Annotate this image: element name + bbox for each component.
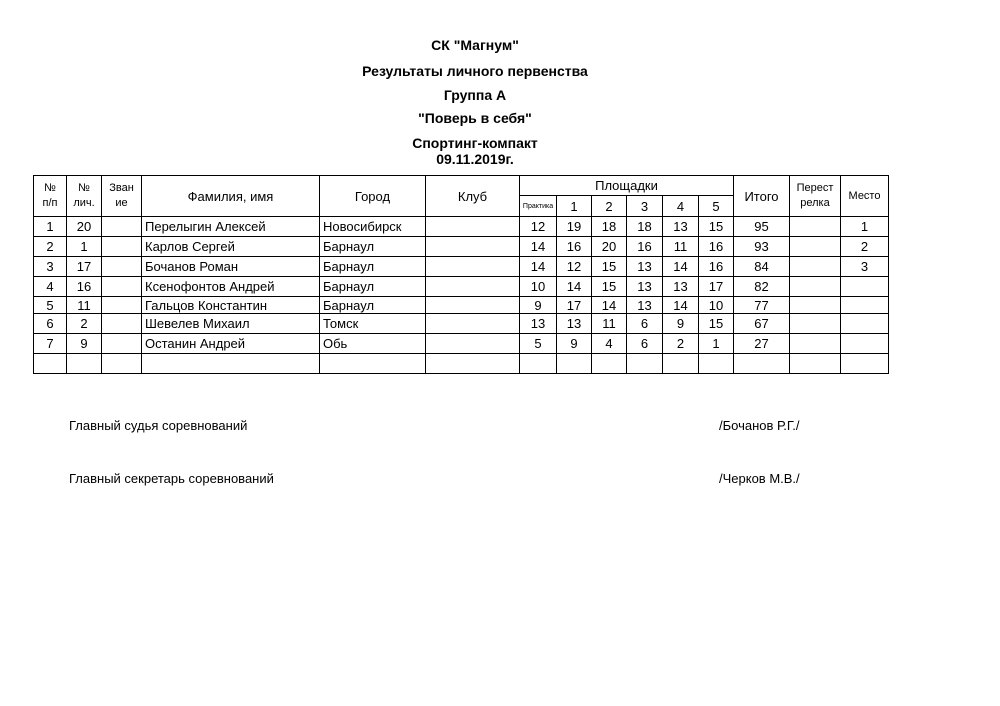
ground-3-score: 18 [627, 217, 663, 237]
club [426, 277, 520, 297]
col-rank-header: Зван ие [102, 176, 142, 217]
ground-1-score: 16 [557, 237, 592, 257]
shootoff [790, 217, 841, 237]
rank [102, 257, 142, 277]
ground-1-score: 14 [557, 277, 592, 297]
ground-5-score: 16 [699, 237, 734, 257]
license-number: 2 [67, 314, 102, 334]
club [426, 314, 520, 334]
practice-score: 13 [520, 314, 557, 334]
row-number: 5 [34, 297, 67, 314]
table-row [34, 237, 889, 257]
col-ground-3-header: 3 [627, 196, 663, 217]
table-row [34, 257, 889, 277]
ground-2-score: 4 [592, 334, 627, 354]
shootoff [790, 277, 841, 297]
license-number: 20 [67, 217, 102, 237]
participant-name [142, 354, 320, 374]
participant-name: Карлов Сергей [142, 237, 320, 257]
rank [102, 297, 142, 314]
table-row [34, 354, 889, 374]
table-row [34, 314, 889, 334]
city: Барнаул [320, 237, 426, 257]
col-ground-5-header: 5 [699, 196, 734, 217]
ground-5-score: 16 [699, 257, 734, 277]
total-score: 77 [734, 297, 790, 314]
participant-name: Перелыгин Алексей [142, 217, 320, 237]
ground-4-score: 14 [663, 297, 699, 314]
ground-3-score: 13 [627, 257, 663, 277]
ground-2-score: 15 [592, 277, 627, 297]
city: Барнаул [320, 297, 426, 314]
club [426, 354, 520, 374]
license-number: 9 [67, 334, 102, 354]
club [426, 237, 520, 257]
shootoff [790, 354, 841, 374]
practice-score: 14 [520, 237, 557, 257]
total-score: 82 [734, 277, 790, 297]
rank [102, 237, 142, 257]
total-score: 27 [734, 334, 790, 354]
ground-4-score: 13 [663, 277, 699, 297]
club [426, 257, 520, 277]
rank [102, 217, 142, 237]
ground-4-score: 11 [663, 237, 699, 257]
col-num-header: № п/п [34, 176, 67, 217]
header-group: Группа А [443, 87, 507, 103]
place: 3 [841, 257, 889, 277]
ground-1-score [557, 354, 592, 374]
club [426, 334, 520, 354]
ground-2-score: 11 [592, 314, 627, 334]
place: 2 [841, 237, 889, 257]
participant-name: Останин Андрей [142, 334, 320, 354]
ground-2-score: 14 [592, 297, 627, 314]
practice-score: 9 [520, 297, 557, 314]
header-date: 09.11.2019г. [436, 151, 514, 167]
ground-1-score: 17 [557, 297, 592, 314]
row-number: 3 [34, 257, 67, 277]
place [841, 334, 889, 354]
row-number: 1 [34, 217, 67, 237]
practice-score: 10 [520, 277, 557, 297]
col-ground-1-header: 1 [557, 196, 592, 217]
ground-4-score: 2 [663, 334, 699, 354]
total-score [734, 354, 790, 374]
ground-1-score: 9 [557, 334, 592, 354]
ground-3-score: 16 [627, 237, 663, 257]
header-tournament: "Поверь в себя" [418, 110, 532, 126]
col-practice-header: Практика [520, 196, 557, 217]
shootoff [790, 314, 841, 334]
ground-4-score: 13 [663, 217, 699, 237]
place [841, 314, 889, 334]
city: Барнаул [320, 277, 426, 297]
ground-5-score: 15 [699, 314, 734, 334]
shootoff [790, 257, 841, 277]
ground-5-score: 1 [699, 334, 734, 354]
results-table [33, 175, 889, 374]
city: Обь [320, 334, 426, 354]
col-place-header: Место [841, 176, 889, 217]
rank [102, 277, 142, 297]
practice-score: 12 [520, 217, 557, 237]
place [841, 354, 889, 374]
participant-name: Гальцов Константин [142, 297, 320, 314]
shootoff [790, 334, 841, 354]
participant-name: Шевелев Михаил [142, 314, 320, 334]
table-row [34, 277, 889, 297]
practice-score: 14 [520, 257, 557, 277]
ground-4-score: 14 [663, 257, 699, 277]
ground-4-score [663, 354, 699, 374]
ground-4-score: 9 [663, 314, 699, 334]
city: Барнаул [320, 257, 426, 277]
col-license-header: № лич. [67, 176, 102, 217]
row-number: 6 [34, 314, 67, 334]
judge-title: Главный судья соревнований [69, 418, 248, 433]
shootoff [790, 297, 841, 314]
row-number: 4 [34, 277, 67, 297]
practice-score: 5 [520, 334, 557, 354]
row-number [34, 354, 67, 374]
col-ground-2-header: 2 [592, 196, 627, 217]
ground-3-score: 6 [627, 314, 663, 334]
rank [102, 314, 142, 334]
row-number: 2 [34, 237, 67, 257]
place [841, 277, 889, 297]
shootoff [790, 237, 841, 257]
ground-2-score: 20 [592, 237, 627, 257]
place: 1 [841, 217, 889, 237]
participant-name: Ксенофонтов Андрей [142, 277, 320, 297]
license-number: 11 [67, 297, 102, 314]
club [426, 297, 520, 314]
club [426, 217, 520, 237]
ground-5-score: 10 [699, 297, 734, 314]
ground-2-score: 15 [592, 257, 627, 277]
ground-2-score [592, 354, 627, 374]
col-total-header: Итого [734, 176, 790, 217]
place [841, 297, 889, 314]
ground-3-score: 13 [627, 297, 663, 314]
license-number: 1 [67, 237, 102, 257]
ground-3-score [627, 354, 663, 374]
city [320, 354, 426, 374]
col-city-header: Город [320, 176, 426, 217]
col-ground-4-header: 4 [663, 196, 699, 217]
ground-2-score: 18 [592, 217, 627, 237]
col-grounds-header: Площадки [520, 176, 734, 196]
license-number: 17 [67, 257, 102, 277]
header-event: Результаты личного первенства [362, 63, 588, 79]
rank [102, 354, 142, 374]
ground-5-score: 17 [699, 277, 734, 297]
ground-1-score: 13 [557, 314, 592, 334]
license-number [67, 354, 102, 374]
header-club: СК "Магнум" [431, 37, 519, 53]
secretary-title: Главный секретарь соревнований [69, 471, 274, 486]
city: Томск [320, 314, 426, 334]
row-number: 7 [34, 334, 67, 354]
ground-3-score: 13 [627, 277, 663, 297]
table-row [34, 334, 889, 354]
col-club-header: Клуб [426, 176, 520, 217]
rank [102, 334, 142, 354]
practice-score [520, 354, 557, 374]
ground-1-score: 19 [557, 217, 592, 237]
total-score: 84 [734, 257, 790, 277]
col-name-header: Фамилия, имя [142, 176, 320, 217]
total-score: 93 [734, 237, 790, 257]
ground-5-score [699, 354, 734, 374]
header-discipline: Спортинг-компакт [412, 135, 538, 151]
ground-1-score: 12 [557, 257, 592, 277]
col-shootoff-header: Перест релка [790, 176, 841, 217]
table-row [34, 297, 889, 314]
secretary-name: /Черков М.В./ [719, 471, 800, 486]
license-number: 16 [67, 277, 102, 297]
city: Новосибирск [320, 217, 426, 237]
judge-name: /Бочанов Р.Г./ [719, 418, 800, 433]
participant-name: Бочанов Роман [142, 257, 320, 277]
ground-5-score: 15 [699, 217, 734, 237]
table-row [34, 217, 889, 237]
total-score: 95 [734, 217, 790, 237]
total-score: 67 [734, 314, 790, 334]
ground-3-score: 6 [627, 334, 663, 354]
